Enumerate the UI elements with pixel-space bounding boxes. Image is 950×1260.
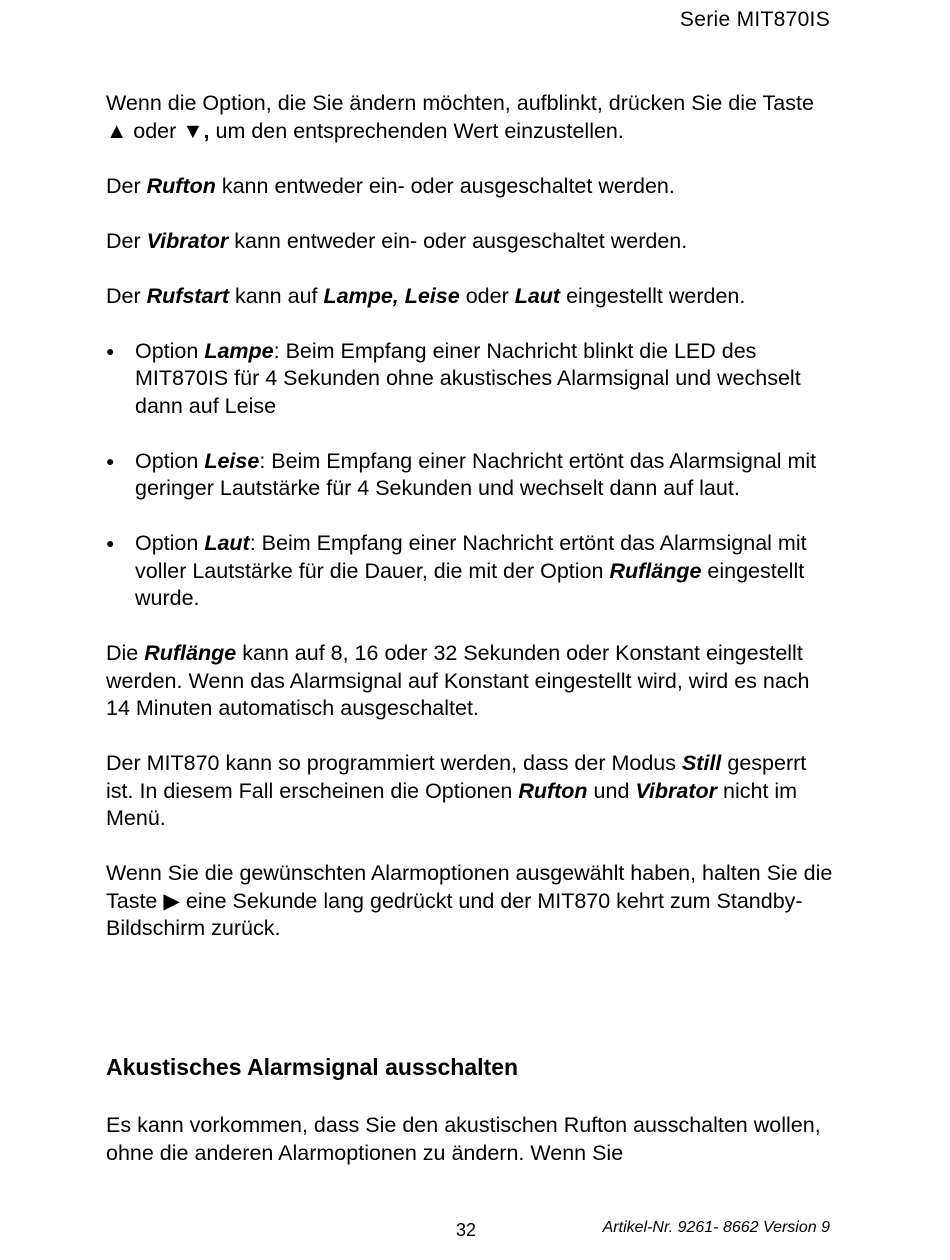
text: nicht im Menü. bbox=[106, 778, 798, 830]
text: Der bbox=[106, 283, 147, 308]
down-arrow-icon: ▼ bbox=[182, 118, 204, 143]
page-number: 32 bbox=[456, 1220, 477, 1240]
text: Der bbox=[106, 173, 147, 198]
term-ruflaenge: Ruflänge bbox=[144, 641, 237, 665]
paragraph-vibrator bbox=[106, 228, 836, 256]
text: und bbox=[587, 778, 636, 803]
bullet-icon: ● bbox=[106, 342, 115, 359]
term-vibrator: Vibrator bbox=[635, 778, 718, 803]
paragraph-rufstart bbox=[106, 283, 836, 311]
paragraph-return-standby bbox=[106, 860, 836, 943]
text: eingestellt werden. bbox=[560, 283, 746, 308]
paragraph-instructions bbox=[106, 90, 836, 145]
section-heading: Akustisches Alarmsignal ausschalten bbox=[106, 1054, 519, 1080]
term-laut: Laut bbox=[514, 283, 561, 308]
text: Option bbox=[135, 338, 205, 363]
text: eine Sekunde lang gedrückt und der MIT870 kehrt zum Standby-Bildschirm zurück. bbox=[106, 888, 803, 940]
right-arrow-icon: ▶ bbox=[163, 888, 180, 913]
term-rufton: Rufton bbox=[146, 173, 216, 198]
up-arrow-icon: ▲ bbox=[106, 118, 128, 143]
list-item bbox=[106, 338, 836, 421]
list-item bbox=[106, 530, 836, 613]
text: kann auf bbox=[229, 283, 324, 308]
text: oder bbox=[127, 118, 183, 143]
term-leise: Leise bbox=[204, 448, 260, 473]
text: gesperrt ist. In diesem Fall erscheinen die Optionen bbox=[106, 751, 807, 803]
term-lampe-leise: Lampe, Leise bbox=[323, 283, 460, 308]
text: um den entsprechenden Wert einzustellen. bbox=[209, 118, 624, 143]
paragraph-mute-intro: Es kann vorkommen, dass Sie den akustischen Rufton ausschalten wollen, ohne die anderen Alarmoptionen zu ändern. Wenn Sie bbox=[106, 1113, 821, 1165]
term-lampe: Lampe bbox=[204, 338, 274, 363]
text: eingestellt wurde. bbox=[135, 558, 805, 610]
bullet-icon: ● bbox=[106, 452, 115, 469]
term-vibrator: Vibrator bbox=[146, 228, 229, 253]
text: kann entweder ein- oder ausgeschaltet werden. bbox=[215, 173, 675, 198]
term-rufstart: Rufstart bbox=[146, 283, 230, 308]
paragraph-ruflaenge bbox=[106, 640, 836, 723]
paragraph-still-mode bbox=[106, 750, 836, 833]
text: kann auf 8, 16 oder 32 Sekunden oder Konstant eingestellt werden. Wenn das Alarmsignal auf Konstant eingestellt wird, wird es nach 14 Minuten automatisch ausgeschaltet. bbox=[106, 641, 810, 720]
text: oder bbox=[459, 283, 515, 308]
running-header: Serie MIT870IS bbox=[679, 8, 830, 31]
term-still: Still bbox=[681, 751, 722, 775]
text: Option bbox=[135, 448, 205, 473]
text: : Beim Empfang einer Nachricht ertönt das Alarmsignal mit voller Lautstärke für die Dauer, die mit der Option bbox=[135, 531, 807, 583]
text: kann entweder ein- oder ausgeschaltet werden. bbox=[228, 228, 688, 253]
text: Wenn Sie die gewünschten Alarmoptionen ausgewählt haben, halten Sie die Taste bbox=[106, 861, 833, 913]
text: Die bbox=[106, 641, 145, 665]
text: Der bbox=[106, 228, 147, 253]
list-item bbox=[106, 448, 836, 503]
body-text bbox=[106, 90, 836, 970]
text: : Beim Empfang einer Nachricht ertönt das Alarmsignal mit geringer Lautstärke für 4 Sekunden und wechselt dann auf laut. bbox=[135, 448, 817, 500]
term-rufton: Rufton bbox=[518, 778, 588, 803]
text: Der MIT870 kann so programmiert werden, dass der Modus bbox=[106, 751, 682, 775]
text: Wenn die Option, die Sie ändern möchten, aufblinkt, drücken Sie die Taste bbox=[106, 91, 814, 115]
bullet-icon: ● bbox=[106, 535, 115, 551]
paragraph-rufton bbox=[106, 173, 836, 201]
text: Option bbox=[135, 531, 205, 555]
article-number: Artikel-Nr. 9261- 8662 Version 9 bbox=[602, 1219, 830, 1236]
term-laut: Laut bbox=[204, 531, 250, 555]
text: : Beim Empfang einer Nachricht blinkt die LED des MIT870IS für 4 Sekunden ohne akustisches Alarmsignal und wechselt dann auf Leise bbox=[135, 338, 801, 418]
term-ruflaenge: Ruflänge bbox=[609, 558, 702, 583]
comma: , bbox=[203, 118, 210, 143]
